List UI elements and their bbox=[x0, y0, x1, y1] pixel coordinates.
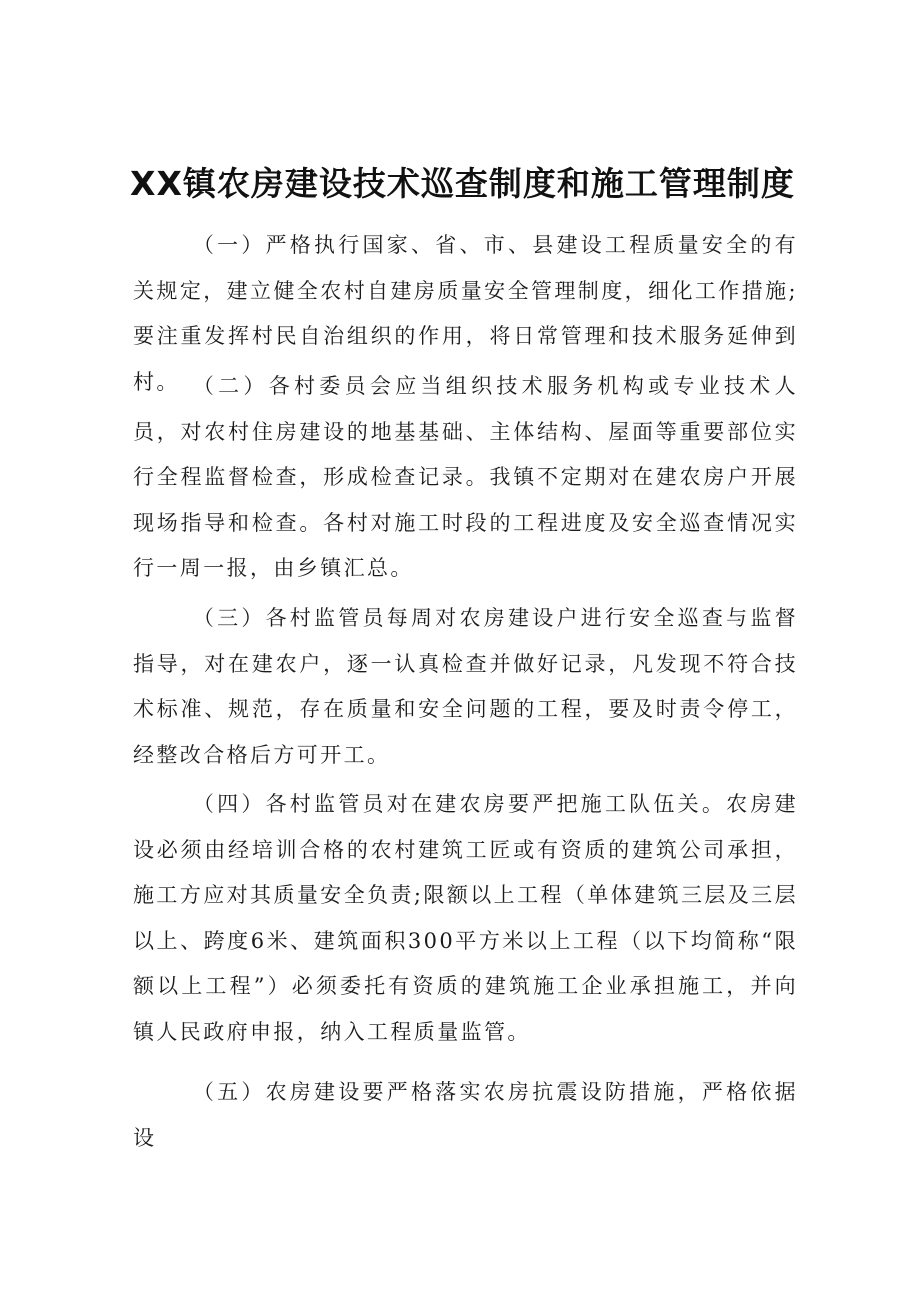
paragraph-3: （三）各村监管员每周对农房建设户进行安全巡查与监督指导，对在建农户，逐一认真检查并做好记录，凡发现不符合技术标准、规范，存在质量和安全问题的工程，要及时责令停工，经整改合格后方可开工。 bbox=[133, 606, 798, 767]
document-title: XX镇农房建设技术巡查制度和施工管理制度 bbox=[130, 164, 795, 203]
paragraph-2: （二）各村委员会应当组织技术服务机构或专业技术人员，对农村住房建设的地基基础、主体结构、屋面等重要部位实行全程监督检查，形成检查记录。我镇不定期对在建农房户开展现场指导和检查。各村对施工时段的工程进度及安全巡查情况实行一周一报，由乡镇汇总。 bbox=[133, 374, 798, 581]
paragraph-4: （四）各村监管员对在建农房要严把施工队伍关。农房建设必须由经培训合格的农村建筑工匠或有资质的建筑公司承担，施工方应对其质量安全负责;限额以上工程（单体建筑三层及三层以上、跨度6米、建筑面积300平方米以上工程（以下均简称“限额以上工程”）必须委托有资质的建筑施工企业承担施工，并向镇人民政府申报，纳入工程质量监管。 bbox=[133, 792, 798, 1044]
paragraph-1: （一）严格执行国家、省、市、县建设工程质量安全的有关规定，建立健全农村自建房质量安全管理制度，细化工作措施;要注重发挥村民自治组织的作用，将日常管理和技术服务延伸到村。 bbox=[133, 233, 798, 394]
paragraph-5: （五）农房建设要严格落实农房抗震设防措施，严格依据设 bbox=[133, 1080, 798, 1150]
